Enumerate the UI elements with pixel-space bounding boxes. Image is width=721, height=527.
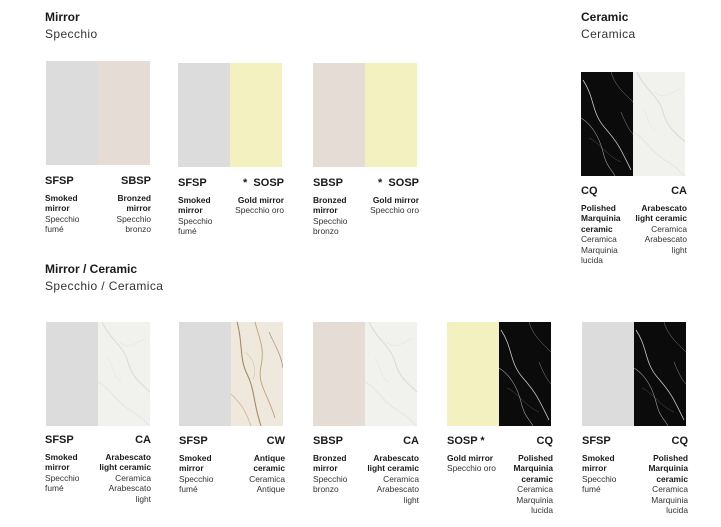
finish-description xyxy=(365,195,419,216)
section-title-ceramic: Ceramic xyxy=(581,10,629,24)
finish-description xyxy=(365,453,419,505)
smoked-mirror-swatch xyxy=(178,63,230,167)
finish-name-it: Specchio bronzo xyxy=(116,213,151,235)
finish-name-en: Bronzed mirror xyxy=(313,195,347,216)
finish-description xyxy=(499,453,553,515)
bronzed-mirror-swatch xyxy=(313,63,365,167)
sample-swatch-sfsp-sbsp xyxy=(46,61,150,165)
finish-code: SBSP xyxy=(121,175,151,187)
marquinia-ceramic-swatch xyxy=(634,322,686,426)
sample-label-sbsp-sosp xyxy=(313,177,419,267)
gold-mirror-swatch xyxy=(447,322,499,426)
finish-name-it: Specchio fumé xyxy=(178,215,213,237)
finish-description xyxy=(231,453,285,495)
sample-label-sfsp-cw xyxy=(179,435,285,525)
bronzed-mirror-swatch xyxy=(98,61,150,165)
finish-name-en: Gold mirror xyxy=(372,195,419,205)
finish-code: SOSP * xyxy=(447,435,485,447)
finish-description xyxy=(633,203,687,255)
marquinia-ceramic-swatch xyxy=(499,322,551,426)
finish-name-it: Specchio bronzo xyxy=(313,215,348,237)
asterisk-mark: * xyxy=(243,177,248,189)
section-subtitle-mirror: Specchio xyxy=(45,27,98,41)
finish-name-it: Ceramica Arabescato light xyxy=(108,472,151,504)
sample-label-sfsp-cq xyxy=(582,435,688,525)
gold-mirror-swatch xyxy=(230,63,282,167)
finish-name-en: Bronzed mirror xyxy=(313,453,347,474)
section-title-mirror: Mirror xyxy=(45,10,80,24)
sample-swatch-sosp-cq xyxy=(447,322,551,426)
sample-swatch-sfsp-ca xyxy=(46,322,150,426)
gold-mirror-swatch xyxy=(365,63,417,167)
finish-name-en: Arabescato light ceramic xyxy=(99,452,151,473)
finish-name-en: Bronzed mirror xyxy=(117,193,151,214)
finish-name-en: Polished Marquinia ceramic xyxy=(513,453,553,484)
finish-description xyxy=(45,452,99,494)
finish-description xyxy=(97,193,151,235)
finish-name-it: Ceramica Arabescato light xyxy=(376,473,419,505)
arabescato-ceramic-swatch xyxy=(633,72,685,176)
finish-code-text: SOSP xyxy=(388,177,419,189)
asterisk-mark: * xyxy=(378,177,383,189)
finish-name-en: Antique ceramic xyxy=(253,453,285,474)
finish-name-en: Polished Marquinia ceramic xyxy=(648,453,688,484)
finish-code: CW xyxy=(266,435,285,447)
finish-name-en: Smoked mirror xyxy=(178,195,211,216)
finish-name-it: Specchio fumé xyxy=(582,473,617,495)
smoked-mirror-swatch xyxy=(46,322,98,426)
sample-swatch-sfsp-cq xyxy=(582,322,686,426)
finish-name-en: Polished Marquinia ceramic xyxy=(581,203,621,234)
finish-description xyxy=(230,195,284,216)
finish-name-en: Arabescato light ceramic xyxy=(635,203,687,224)
sample-label-cq-ca xyxy=(581,185,687,275)
sample-swatch-sbsp-ca xyxy=(313,322,417,426)
finish-code-text: SOSP xyxy=(253,177,284,189)
finish-description xyxy=(313,453,367,495)
finish-code: SBSP xyxy=(313,177,343,189)
marquinia-ceramic-swatch xyxy=(581,72,633,176)
sample-label-sfsp-sosp xyxy=(178,177,284,267)
finish-code: CQ xyxy=(536,435,553,447)
finish-name-it: Specchio fumé xyxy=(45,213,80,235)
finish-name-it: Ceramica Marquinia lucida xyxy=(651,484,688,516)
finish-code: CQ xyxy=(671,435,688,447)
finish-description xyxy=(178,195,232,237)
finish-description xyxy=(582,453,636,495)
finish-code: CA xyxy=(135,434,151,446)
section-subtitle-ceramic: Ceramica xyxy=(581,27,636,41)
sample-swatch-sbsp-sosp xyxy=(313,63,417,167)
sample-label-sosp-cq xyxy=(447,435,553,525)
finish-code: CA xyxy=(403,435,419,447)
finish-name-en: Smoked mirror xyxy=(45,452,78,473)
finish-name-en: Gold mirror xyxy=(237,195,284,205)
finish-description xyxy=(179,453,233,495)
finish-code: SFSP xyxy=(178,177,207,189)
finish-name-it: Specchio bronzo xyxy=(313,473,348,495)
finish-code: SBSP xyxy=(313,435,343,447)
arabescato-ceramic-swatch xyxy=(98,322,150,426)
finish-name-it: Ceramica Antique xyxy=(249,473,285,495)
sample-swatch-sfsp-cw xyxy=(179,322,283,426)
finish-description xyxy=(45,193,99,235)
finish-code: SFSP xyxy=(45,175,74,187)
smoked-mirror-swatch xyxy=(179,322,231,426)
antique-ceramic-swatch xyxy=(231,322,283,426)
finish-name-en: Gold mirror xyxy=(447,453,494,463)
finish-name-it: Ceramica Arabescato light xyxy=(644,223,687,255)
bronzed-mirror-swatch xyxy=(313,322,365,426)
finish-description xyxy=(97,452,151,504)
sample-label-sbsp-ca xyxy=(313,435,419,525)
finish-name-it: Specchio fumé xyxy=(45,472,80,494)
finish-description xyxy=(313,195,367,237)
finish-description xyxy=(634,453,688,515)
finish-name-it: Ceramica Marquinia lucida xyxy=(581,234,618,266)
sample-swatch-cq-ca xyxy=(581,72,685,176)
smoked-mirror-swatch xyxy=(46,61,98,165)
finish-description xyxy=(447,453,501,474)
finish-name-en: Arabescato light ceramic xyxy=(367,453,419,474)
finish-name-it: Specchio fumé xyxy=(179,473,214,495)
finish-name-it: Ceramica Marquinia lucida xyxy=(516,484,553,516)
finish-code xyxy=(378,177,419,190)
finish-code: CQ xyxy=(581,185,598,197)
finish-name-en: Smoked mirror xyxy=(582,453,615,474)
finish-name-it: Specchio oro xyxy=(370,205,419,216)
finish-code: SFSP xyxy=(45,434,74,446)
sample-label-sfsp-ca xyxy=(45,434,151,524)
finish-name-en: Smoked mirror xyxy=(179,453,212,474)
sample-swatch-sfsp-sosp xyxy=(178,63,282,167)
finish-name-it: Specchio oro xyxy=(447,463,496,474)
arabescato-ceramic-swatch xyxy=(365,322,417,426)
finish-code: CA xyxy=(671,185,687,197)
finish-name-en: Smoked mirror xyxy=(45,193,78,214)
sample-label-sfsp-sbsp xyxy=(45,175,151,265)
finish-code xyxy=(243,177,284,190)
section-subtitle-mirror-ceramic: Specchio / Ceramica xyxy=(45,279,164,293)
finish-description xyxy=(581,203,635,265)
section-title-mirror-ceramic: Mirror / Ceramic xyxy=(45,262,138,276)
smoked-mirror-swatch xyxy=(582,322,634,426)
finish-code: SFSP xyxy=(179,435,208,447)
finish-code: SFSP xyxy=(582,435,611,447)
finish-name-it: Specchio oro xyxy=(235,205,284,216)
